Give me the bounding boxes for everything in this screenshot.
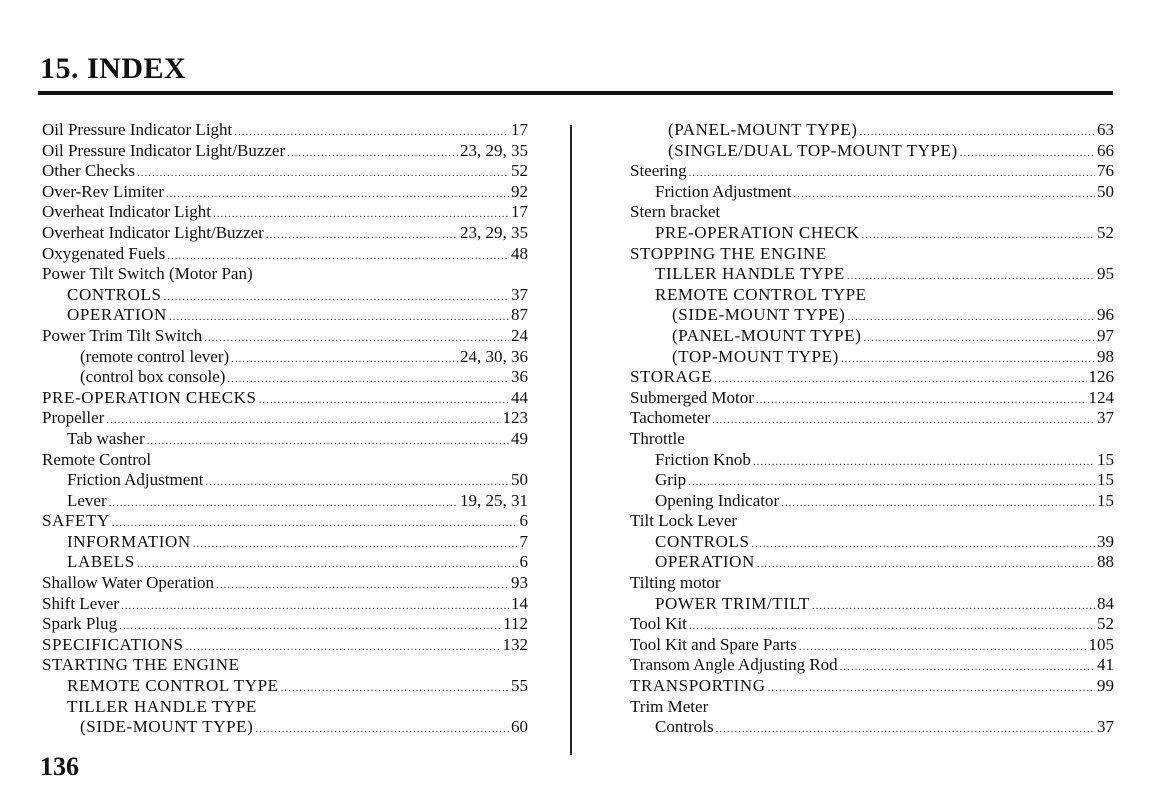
index-entry [42,655,528,676]
leader-dots [863,328,1095,349]
index-entry-label: Tool Kit [630,614,687,634]
index-entry-label: Oil Pressure Indicator Light/Buzzer [42,140,286,160]
leader-dots [119,616,501,637]
index-entry [42,450,528,471]
index-entry-label: (SIDE-MOUNT TYPE) [80,717,254,737]
index-entry-label: (SINGLE/DUAL TOP-MOUNT TYPE) [668,140,958,160]
index-entry [42,429,528,450]
index-entry-label: (control box console) [80,367,226,387]
index-entry-page: 6 [519,552,528,572]
index-entry-label: Grip [655,470,687,490]
index-entry-label: TRANSPORTING [630,676,766,696]
index-entry-page: 88 [1097,552,1114,572]
index-entry-page: 15 [1097,490,1114,510]
index-entry-page: 132 [502,634,528,654]
index-entry-label: CONTROLS [67,284,162,304]
index-entry-label: Friction Knob [655,449,751,469]
index-entry-label: (PANEL-MOUNT TYPE) [668,120,858,139]
index-entry [630,511,1114,532]
index-entry-page: 36 [511,367,528,387]
leader-dots [281,678,509,699]
index-entry-label: Power Trim Tilt Switch [42,325,203,345]
leader-dots [812,596,1095,617]
leader-dots [712,410,1095,431]
leader-dots [186,637,501,658]
leader-dots [859,122,1095,143]
index-entry [630,141,1114,162]
index-entry [42,594,528,615]
index-entry [42,511,528,532]
index-entry-page: 37 [1097,717,1114,737]
index-entry [630,697,1114,718]
leader-dots [781,493,1095,514]
index-entry-label: Throttle [630,428,685,448]
leader-dots [689,163,1095,184]
leader-dots [112,513,518,534]
index-entry-label: Power Tilt Switch (Motor Pan) [42,264,253,284]
index-entry [630,182,1114,203]
index-entry [42,326,528,347]
page-number: 136 [40,752,79,781]
index-entry-page: 17 [511,202,528,222]
index-entry [42,532,528,553]
index-entry-page: 48 [511,243,528,263]
index-entry-label: POWER TRIM/TILT [655,593,810,613]
index-entry-label: Shallow Water Operation [42,573,215,593]
index-entry-label: Steering [630,161,687,181]
index-entry-page: 112 [503,614,528,634]
column-divider [570,125,572,755]
index-entry-page: 52 [1097,222,1114,242]
index-entry-page: 52 [1097,614,1114,634]
index-entry-label: CONTROLS [655,531,750,551]
index-entry-page: 84 [1097,593,1114,613]
leader-dots [799,637,1087,658]
index-entry [630,388,1114,409]
index-entry-page: 124 [1088,387,1114,407]
index-entry [42,202,528,223]
index-entry-label: Tool Kit and Spare Parts [630,634,797,654]
index-entry [630,614,1114,635]
index-entry-label: SPECIFICATIONS [42,634,184,654]
leader-dots [757,554,1095,575]
index-entry-page: 24, 30, 36 [460,346,528,366]
index-entry-label: INFORMATION [67,531,191,551]
index-entry-label: REMOTE CONTROL TYPE [67,676,279,696]
index-entry [630,408,1114,429]
index-entry-page: 105 [1088,634,1114,654]
index-entry [42,244,528,265]
index-entry-page: 37 [1097,408,1114,428]
leader-dots [266,225,458,246]
leader-dots [287,143,458,164]
index-entry-page: 123 [502,408,528,428]
index-entry-label: TILLER HANDLE TYPE [67,696,257,716]
index-entry [630,223,1114,244]
index-entry [42,161,528,182]
index-entry [630,326,1114,347]
index-entry-label: (PANEL-MOUNT TYPE) [672,325,862,345]
leader-dots [193,534,518,555]
index-entry [42,347,528,368]
index-entry [630,450,1114,471]
index-entry [42,491,528,512]
index-entry-page: 39 [1097,531,1114,551]
index-entry-label: Spark Plug [42,614,118,634]
index-entry-label: (SIDE-MOUNT TYPE) [672,305,846,325]
index-entry-label: Trim Meter [630,696,709,716]
index-entry [42,182,528,203]
index-entry-page: 6 [519,511,528,531]
index-entry-page: 92 [511,181,528,201]
index-entry-page: 60 [511,717,528,737]
page-title: 15. INDEX [40,52,187,85]
leader-dots [756,390,1087,411]
index-entry [630,305,1114,326]
index-entry-page: 15 [1097,449,1114,469]
index-entry-label: STARTING THE ENGINE [42,655,240,675]
index-entry-label: OPERATION [655,552,755,572]
leader-dots [255,719,509,740]
leader-dots [847,266,1095,287]
index-entry [630,491,1114,512]
leader-dots [841,349,1095,370]
index-entry-page: 98 [1097,346,1114,366]
index-entry-label: Oil Pressure Indicator Light [42,120,233,139]
index-entry-page: 23, 29, 35 [460,222,528,242]
index-entry [630,347,1114,368]
leader-dots [840,657,1095,678]
index-entry-page: 97 [1097,325,1114,345]
index-entry-page: 19, 25, 31 [460,490,528,510]
index-entry [630,161,1114,182]
index-entry-label: TILLER HANDLE TYPE [655,264,845,284]
index-entry [42,141,528,162]
index-entry-label: Propeller [42,408,105,428]
leader-dots [753,452,1095,473]
index-entry [630,594,1114,615]
index-entry-page: 17 [511,120,528,139]
index-entry [630,120,1114,141]
index-entry [630,573,1114,594]
index-entry-page: 52 [511,161,528,181]
index-entry-label: Tachometer [630,408,710,428]
index-entry-label: STOPPING THE ENGINE [630,243,827,263]
leader-dots [231,349,458,370]
index-entry-page: 126 [1088,367,1114,387]
index-entry-page: 41 [1097,655,1114,675]
index-entry-page: 63 [1097,120,1114,139]
index-entry-label: Opening Indicator [655,490,780,510]
index-entry [630,655,1114,676]
index-entry-label: Lever [67,490,107,510]
index-entry-label: Oxygenated Fuels [42,243,166,263]
leader-dots [689,616,1095,637]
leader-dots [213,204,509,225]
index-entry-page: 23, 29, 35 [460,140,528,160]
index-entry-label: PRE-OPERATION CHECK [655,222,860,242]
index-entry [42,264,528,285]
leader-dots [960,143,1095,164]
index-entry [42,120,528,141]
leader-dots [793,184,1095,205]
index-entry [630,367,1114,388]
index-entry-label: Overheat Indicator Light [42,202,211,222]
index-entry-label: Over-Rev Limiter [42,181,164,201]
index-entry-page: 66 [1097,140,1114,160]
index-entry [42,367,528,388]
index-entry [42,697,528,718]
index-entry [42,223,528,244]
leader-dots [137,163,509,184]
leader-dots [106,410,500,431]
index-entry-label: Tilting motor [630,573,721,593]
index-entry [42,408,528,429]
leader-dots [169,307,509,328]
index-entry [42,285,528,306]
index-entry [42,573,528,594]
index-column-right [630,120,1114,738]
index-entry-page: 55 [511,676,528,696]
index-entry [630,552,1114,573]
index-entry-page: 96 [1097,305,1114,325]
index-entry-page: 15 [1097,470,1114,490]
leader-dots [714,369,1086,390]
index-entry-page: 50 [1097,181,1114,201]
leader-dots [167,246,509,267]
index-entry-page: 99 [1097,676,1114,696]
leader-dots [216,575,509,596]
index-entry [630,676,1114,697]
index-entry-page: 24 [511,325,528,345]
index-entry-label: Overheat Indicator Light/Buzzer [42,222,264,242]
index-entry-label: Controls [655,717,714,737]
index-entry [630,532,1114,553]
index-entry-page: 7 [519,531,528,551]
index-entry-label: Other Checks [42,161,136,181]
leader-dots [227,369,509,390]
index-entry-page: 14 [511,593,528,613]
index-entry [630,264,1114,285]
index-entry-page: 37 [511,284,528,304]
index-entry [42,676,528,697]
index-entry [630,202,1114,223]
leader-dots [768,678,1095,699]
index-entry [42,470,528,491]
index-entry-label: Tab washer [67,428,145,448]
leader-dots [688,472,1095,493]
index-entry-page: 49 [511,428,528,448]
leader-dots [204,328,509,349]
index-entry [42,388,528,409]
leader-dots [137,554,518,575]
title-rule [38,91,1113,95]
index-entry [630,635,1114,656]
leader-dots [109,493,458,514]
leader-dots [259,390,509,411]
index-entry-label: Friction Adjustment [67,470,204,490]
index-entry [42,552,528,573]
leader-dots [847,307,1095,328]
leader-dots [164,287,509,308]
index-entry [42,305,528,326]
index-entry-label: Remote Control [42,449,152,469]
index-entry-label: Transom Angle Adjusting Rod [630,655,838,675]
index-entry [630,285,1114,306]
index-entry-label: SAFETY [42,511,110,531]
leader-dots [862,225,1095,246]
index-entry-page: 95 [1097,264,1114,284]
index-entry-label: Submerged Motor [630,387,754,407]
index-entry-label: LABELS [67,552,135,572]
leader-dots [234,122,509,143]
index-entry-label: Shift Lever [42,593,119,613]
leader-dots [752,534,1095,555]
leader-dots [205,472,509,493]
index-entry [630,470,1114,491]
index-entry-label: REMOTE CONTROL TYPE [655,284,867,304]
leader-dots [716,719,1095,740]
index-entry-page: 93 [511,573,528,593]
index-entry-page: 50 [511,470,528,490]
index-entry [42,717,528,738]
index-entry-label: Stern bracket [630,202,721,222]
index-entry [42,635,528,656]
index-entry-label: PRE-OPERATION CHECKS [42,387,257,407]
index-entry [42,614,528,635]
index-entry-page: 87 [511,305,528,325]
index-entry-label: (TOP-MOUNT TYPE) [672,346,839,366]
index-entry [630,429,1114,450]
leader-dots [166,184,509,205]
index-entry-page: 76 [1097,161,1114,181]
index-column-left [42,120,528,738]
index-entry [630,244,1114,265]
leader-dots [147,431,509,452]
leader-dots [121,596,509,617]
index-entry [630,717,1114,738]
index-entry-label: Tilt Lock Lever [630,511,738,531]
index-entry-page: 44 [511,387,528,407]
index-entry-label: Friction Adjustment [655,181,792,201]
index-entry-label: (remote control lever) [80,346,230,366]
index-entry-label: STORAGE [630,367,713,387]
index-entry-label: OPERATION [67,305,167,325]
